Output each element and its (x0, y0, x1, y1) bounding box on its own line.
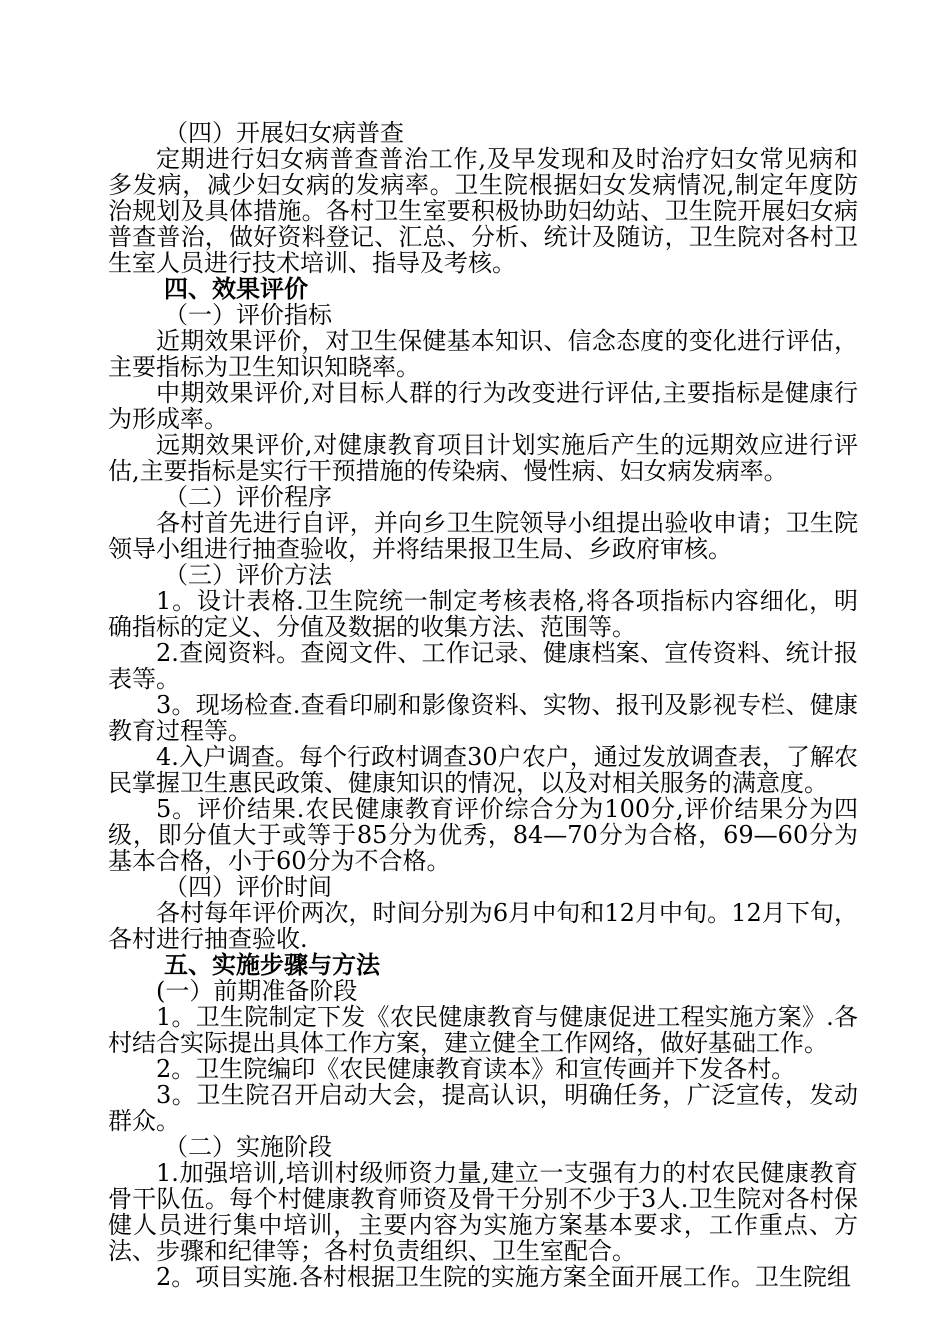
paragraph-short-term-evaluation: 近期效果评价，对卫生保健基本知识、信念态度的变化进行评估，主要指标为卫生知识知晓率。 (108, 327, 858, 381)
paragraph-method-design-forms: 1。设计表格.卫生院统一制定考核表格,将各项指标内容细化，明确指标的定义、分值及数据的收集方法、范围等。 (108, 587, 858, 641)
subheading-evaluation-procedure: （二）评价程序 (164, 483, 332, 511)
subheading-evaluation-indicators: （一）评价指标 (164, 301, 332, 329)
paragraph-method-site-inspection: 3。现场检查.查看印刷和影像资料、实物、报刊及影视专栏、健康教育过程等。 (108, 691, 858, 745)
subheading-implementation-stage: （二）实施阶段 (164, 1133, 332, 1161)
paragraph-prep-print-reader: 2。卫生院编印《农民健康教育读本》和宣传画并下发各村。 (156, 1055, 796, 1083)
paragraph-impl-training: 1.加强培训,培训村级师资力量,建立一支强有力的村农民健康教育骨干队伍。每个村健康教育师资及骨干分别不少于3人.卫生院对各村保健人员进行集中培训，主要内容为实施方案基本要求，工作重点、方法、步骤和纪律等；各村负责组织、卫生室配合。 (108, 1159, 858, 1265)
paragraph-method-review-materials: 2.查阅资料。查阅文件、工作记录、健康档案、宣传资料、统计报表等。 (108, 639, 858, 693)
paragraph-mid-term-evaluation: 中期效果评价,对目标人群的行为改变进行评估,主要指标是健康行为形成率。 (108, 379, 858, 433)
paragraph-long-term-evaluation: 远期效果评价,对健康教育项目计划实施后产生的远期效应进行评估,主要指标是实行干预措施的传染病、慢性病、妇女病发病率。 (108, 431, 858, 485)
subheading-evaluation-methods: （三）评价方法 (164, 561, 332, 589)
paragraph-prep-issue-plan: 1。卫生院制定下发《农民健康教育与健康促进工程实施方案》.各村结合实际提出具体工作方案，建立健全工作网络，做好基础工作。 (108, 1003, 858, 1057)
heading-implementation-steps: 五、实施步骤与方法 (164, 951, 380, 979)
subheading-evaluation-time: （四）评价时间 (164, 873, 332, 901)
paragraph-method-household-survey: 4.入户调查。每个行政村调查30户农户，通过发放调查表，了解农民掌握卫生惠民政策、健康知识的情况，以及对相关服务的满意度。 (108, 743, 858, 797)
paragraph-method-evaluation-results: 5。评价结果.农民健康教育评价综合分为100分,评价结果分为四级，即分值大于或等于85分为优秀，84—70分为合格，69—60分为基本合格，小于60分为不合格。 (108, 795, 858, 875)
heading-effect-evaluation: 四、效果评价 (164, 275, 308, 303)
paragraph-evaluation-procedure: 各村首先进行自评，并向乡卫生院领导小组提出验收申请；卫生院领导小组进行抽查验收，并将结果报卫生局、乡政府审核。 (108, 509, 858, 563)
subheading-preparation-stage: (一）前期准备阶段 (156, 977, 358, 1005)
paragraph-evaluation-time: 各村每年评价两次，时间分别为6月中旬和12月中旬。12月下旬，各村进行抽查验收. (108, 899, 858, 953)
paragraph-prep-launch-meeting: 3。卫生院召开启动大会，提高认识，明确任务，广泛宣传，发动群众。 (108, 1081, 858, 1135)
document-page (108, 120, 858, 1290)
subheading-women-disease-screening: （四）开展妇女病普查 (164, 119, 404, 147)
paragraph-impl-project: 2。项目实施.各村根据卫生院的实施方案全面开展工作。卫生院组 (156, 1263, 851, 1291)
paragraph-women-disease-screening: 定期进行妇女病普查普治工作,及早发现和及时治疗妇女常见病和多发病，减少妇女病的发病率。卫生院根据妇女发病情况,制定年度防治规划及具体措施。各村卫生室要积极协助妇幼站、卫生院开展妇女病普查普治，做好资料登记、汇总、分析、统计及随访，卫生院对各村卫生室人员进行技术培训、指导及考核。 (108, 145, 858, 277)
